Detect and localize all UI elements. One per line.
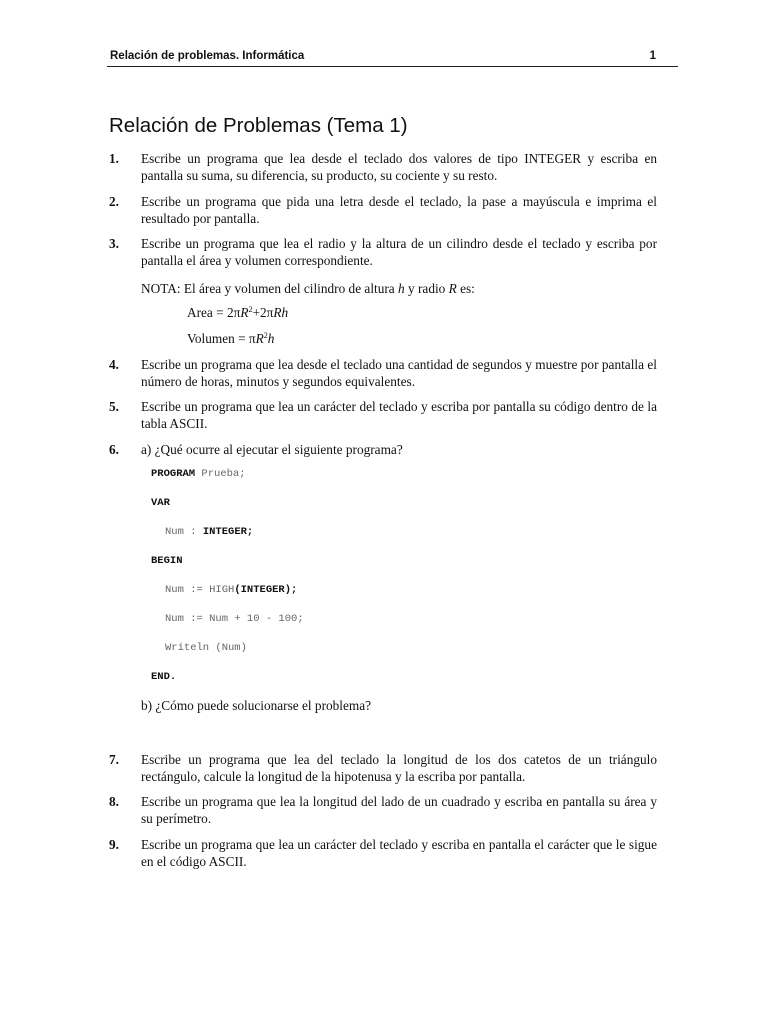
problem-text: Escribe un programa que pida una letra desde el teclado, la pase a mayúscula e imprima el resultado por pantalla.: [141, 194, 657, 226]
problem-text: Escribe un programa que lea del teclado la longitud de los dos catetos de un triángulo rectángulo, calcule la longitud de la hipotenusa y la escriba por pantalla.: [141, 752, 657, 784]
code-line: Num : INTEGER;: [165, 526, 254, 538]
problem-number: 2.: [109, 194, 119, 209]
area-formula: Area = $2\pi R^2+2\pi Rh$: [187, 305, 289, 320]
problem-number: 8.: [109, 794, 119, 809]
code-line: END.: [151, 671, 177, 683]
problem-number: 7.: [109, 752, 119, 767]
problem-number: 5.: [109, 399, 119, 414]
note-text: NOTA: El área y volumen del cilindro de altura h y radio R es:: [141, 281, 475, 296]
problem-number: 3.: [109, 236, 119, 251]
code-line: Num := HIGH(INTEGER);: [165, 584, 298, 596]
problem-text: Escribe un programa que lea un carácter del teclado y escriba por pantalla su código dentro de la tabla ASCII.: [141, 399, 657, 431]
code-line: BEGIN: [151, 555, 183, 567]
page-number: 1: [649, 50, 656, 62]
problem-text: Escribe un programa que lea la longitud del lado de un cuadrado y escriba en pantalla su área y su perímetro.: [141, 794, 657, 826]
problem-number: 1.: [109, 151, 119, 166]
problem-number: 9.: [109, 837, 119, 852]
volume-formula: Volumen = $\pi R^2h$: [187, 331, 275, 346]
problem-number: 4.: [109, 357, 119, 372]
code-line: Writeln (Num): [165, 642, 247, 654]
problem-text: Escribe un programa que lea un carácter del teclado y escriba en pantalla el carácter que le sigue en el código ASCII.: [141, 837, 657, 869]
problem-text: Escribe un programa que lea desde el teclado una cantidad de segundos y muestre por pantalla el número de horas, minutos y segundos equivalentes.: [141, 357, 657, 389]
header-title: Relación de problemas. Informática: [110, 50, 305, 62]
part-b-question: b) ¿Cómo puede solucionarse el problema?: [141, 698, 372, 713]
problem-text: Escribe un programa que lea desde el teclado dos valores de tipo INTEGER y escriba en pantalla su suma, su diferencia, su producto, su cociente y su resto.: [141, 151, 657, 183]
code-line: Num := Num + 10 - 100;: [165, 613, 304, 625]
document-title: Relación de Problemas (Tema 1): [109, 114, 408, 137]
code-line: PROGRAM Prueba;: [151, 468, 246, 480]
problem-number: 6.: [109, 442, 119, 457]
header-divider: [107, 66, 678, 67]
problem-text: Escribe un programa que lea el radio y la altura de un cilindro desde el teclado y escriba por pantalla el área y volumen correspondiente.: [141, 236, 657, 268]
code-line: VAR: [151, 497, 170, 509]
problem-text: a) ¿Qué ocurre al ejecutar el siguiente programa?: [141, 442, 403, 457]
page-header: [110, 50, 656, 62]
